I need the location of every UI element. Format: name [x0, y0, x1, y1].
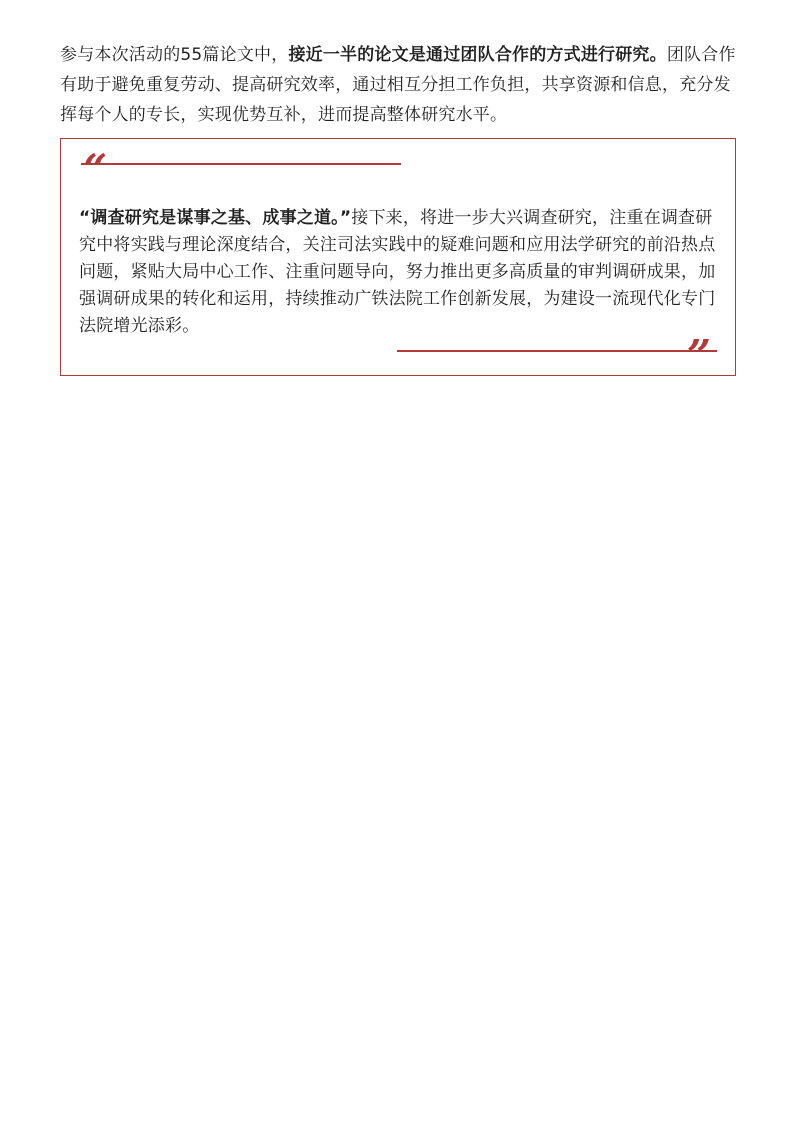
quote-text [79, 205, 717, 340]
article-paragraph [60, 40, 740, 130]
quote-bottom-rule [397, 350, 717, 352]
open-quote-icon: “ [83, 145, 108, 194]
quote-top-rule [81, 163, 401, 165]
paragraph-intro-text: 参与本次活动的55篇论文中， [60, 45, 289, 65]
close-quote-icon: ” [686, 331, 711, 380]
quote-box [60, 138, 736, 380]
quote-bold-text: “调查研究是谋事之基、成事之道。” [79, 208, 352, 228]
quote-body-text: 接下来，将进一步大兴调查研究，注重在调查研究中将实践与理论深度结合，关注司法实践中的疑难问题和应用法学研究的前沿热点问题，紧贴大局中心工作、注重问题导向，努力推出更多高质量的审判调研成果，加强调研成果的转化和运用，持续推动广铁法院工作创新发展，为建设一流现代化专门法院增光添彩。 [79, 208, 716, 336]
paragraph-bold-text: 接近一半的论文是通过团队合作的方式进行研究。 [288, 45, 667, 65]
paragraph-rest-text: 团队合作有助于避免重复劳动、提高研究效率，通过相互分担工作负担，共享资源和信息，充分发挥每个人的专长，实现优势互补，进而提高整体研究水平。 [60, 45, 736, 125]
